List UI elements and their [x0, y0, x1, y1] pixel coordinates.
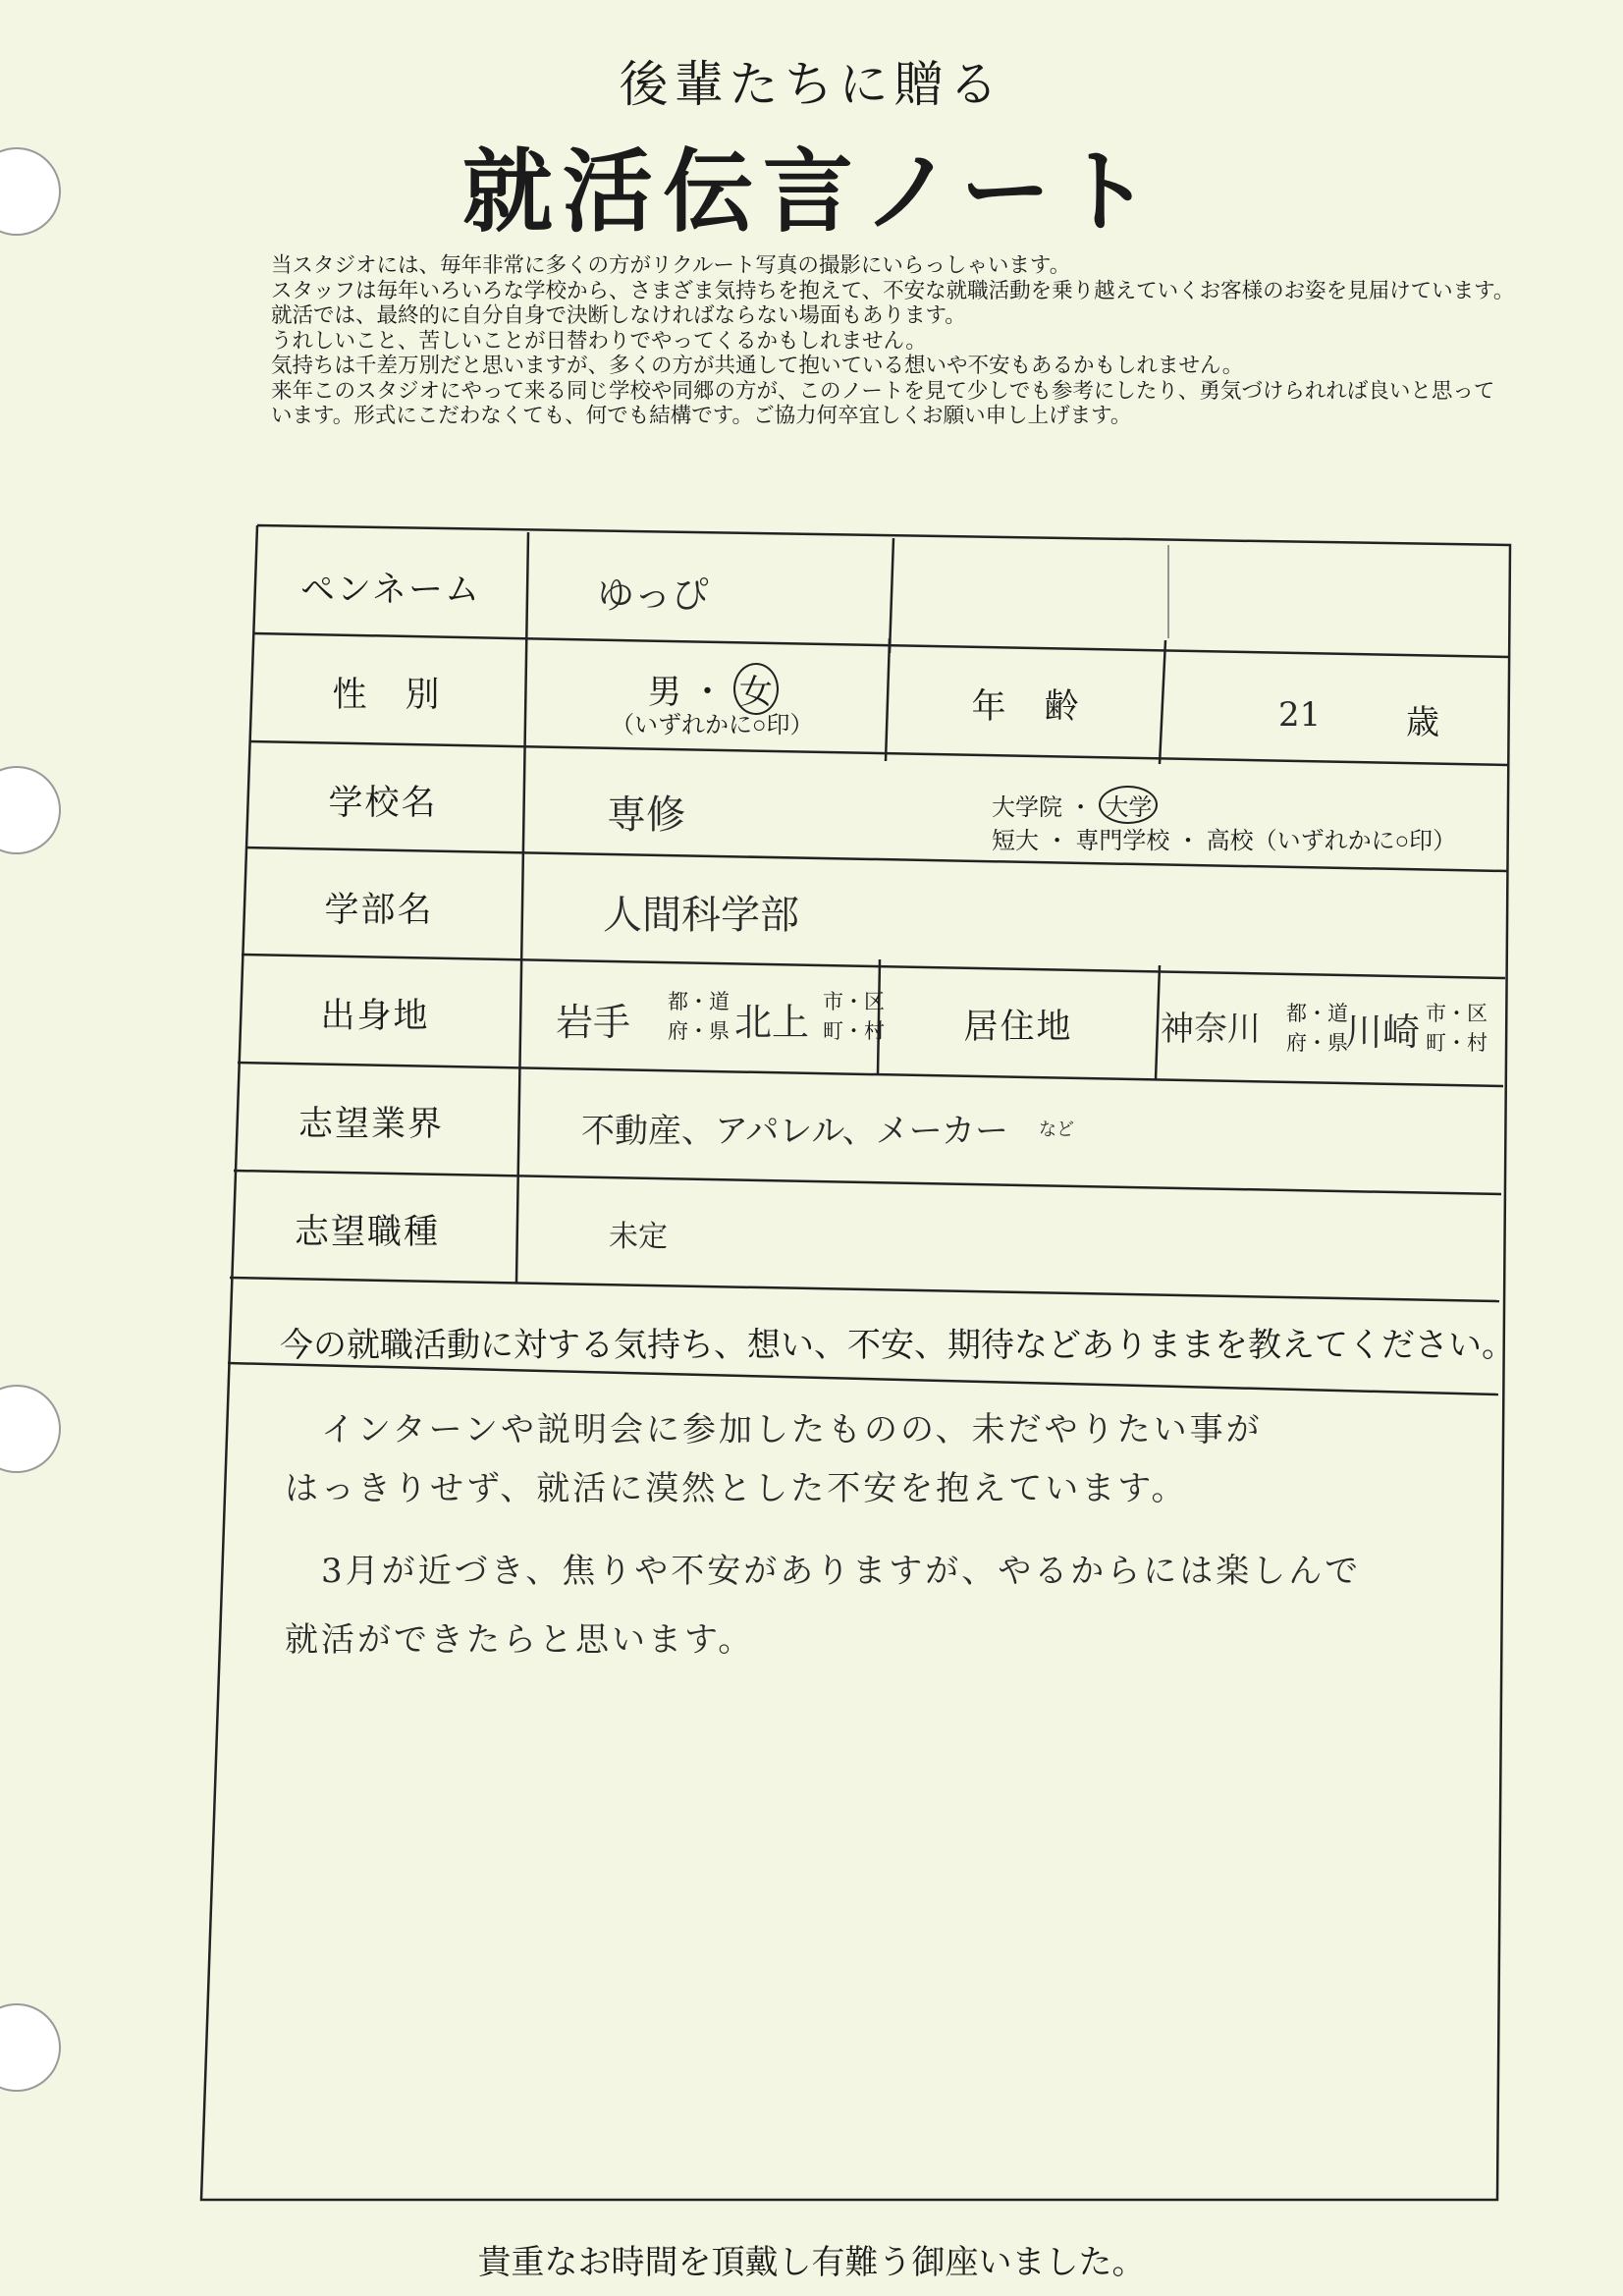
school-value: 専修: [607, 793, 685, 838]
answer-line: はっきりせず、就活に漠然とした不安を抱えています。: [285, 1469, 1188, 1508]
hometown-city-suffix-top: 市・区: [823, 991, 885, 1013]
intro-line: います。形式にこだわなくても、何でも結構です。ご協力何卒宜しくお願い申し上げます。: [271, 404, 1132, 428]
job-type-label: 志望職種: [294, 1213, 440, 1251]
answer-line: 就活ができたらと思います。: [285, 1620, 755, 1660]
residence-pref-suffix-top: 都・道: [1286, 1003, 1348, 1025]
age-unit: 歳: [1406, 704, 1439, 741]
school-label: 学校名: [328, 784, 438, 822]
industry-value: 不動産、アパレル、メーカー: [581, 1112, 1009, 1151]
pen-name-label: ペンネーム: [300, 571, 481, 609]
intro-line: 就活では、最終的に自分自身で決断しなければならない場面もあります。: [271, 303, 966, 328]
hometown-pref-suffix-bottom: 府・県: [668, 1020, 730, 1043]
industry-label: 志望業界: [298, 1105, 444, 1143]
intro-line: 気持ちは千差万別だと思いますが、多くの方が共通して抱いている想いや不安もあるかもしれません。: [271, 354, 1244, 378]
intro-line: 来年このスタジオにやって来る同じ学校や同郷の方が、このノートを見て少しでも参考にしたり、勇気づけられれば良いと思って: [271, 378, 1495, 404]
hometown-city: 北上: [734, 1001, 810, 1044]
hometown-label: 出身地: [320, 997, 430, 1035]
school-type-university-selected: 大学: [1099, 786, 1158, 824]
gender-dot: ・: [690, 674, 725, 711]
intro-line: 当スタジオには、毎年非常に多くの方がリクルート写真の撮影にいらっしゃいます。: [271, 253, 1071, 278]
answer-line: インターンや説明会に参加したものの、未だやりたい事が: [285, 1410, 1263, 1449]
answer-line: 3月が近づき、焦りや不安がありますが、やるからには楽しんで: [285, 1552, 1362, 1591]
gender-hint: （いずれかに○印）: [611, 712, 814, 738]
residence-label: 居住地: [963, 1007, 1073, 1046]
intro-line: うれしいこと、苦しいことが日替わりでやってくるかもしれません。: [271, 328, 927, 354]
residence-city-suffix-top: 市・区: [1426, 1003, 1488, 1025]
faculty-label: 学部名: [324, 891, 434, 929]
gender-female-selected: 女: [733, 663, 779, 715]
hometown-pref-suffix-top: 都・道: [668, 991, 730, 1013]
pen-name-value: ゆっぴ: [597, 574, 709, 617]
school-type-line1: [992, 786, 1158, 824]
school-type-dot: ・: [1068, 794, 1093, 821]
footer-thanks: 貴重なお時間を頂戴し有難う御座いました。: [477, 2244, 1146, 2281]
faculty-value: 人間科学部: [603, 893, 799, 938]
residence-city-suffix-bottom: 町・村: [1426, 1032, 1488, 1055]
page-subtitle: 後輩たちに贈る: [619, 56, 1004, 113]
residence-city: 川崎: [1345, 1011, 1421, 1054]
hometown-city-suffix-bottom: 町・村: [823, 1020, 885, 1043]
gender-male: 男: [648, 674, 681, 711]
residence-pref-suffix-bottom: 府・県: [1286, 1032, 1348, 1055]
intro-line: スタッフは毎年いろいろな学校から、さまざま気持ちを抱えて、不安な就職活動を乗り越えていくお客様のお姿を見届けています。: [271, 278, 1515, 303]
school-type-graduate: 大学院: [992, 794, 1062, 821]
gender-label: 性 別: [332, 676, 442, 714]
age-value: 21: [1278, 695, 1322, 735]
page-title: 就活伝言ノート: [461, 139, 1162, 245]
school-type-line2: 短大 ・ 専門学校 ・ 高校（いずれかに○印）: [992, 828, 1457, 854]
age-label: 年 齢: [971, 687, 1081, 726]
job-type-value: 未定: [609, 1220, 668, 1254]
feelings-question: 今の就職活動に対する気持ち、想い、不安、期待などありままを教えてください。: [280, 1327, 1515, 1364]
industry-note: など: [1039, 1120, 1074, 1140]
hometown-prefecture: 岩手: [556, 1001, 631, 1044]
residence-prefecture: 神奈川: [1161, 1010, 1261, 1049]
